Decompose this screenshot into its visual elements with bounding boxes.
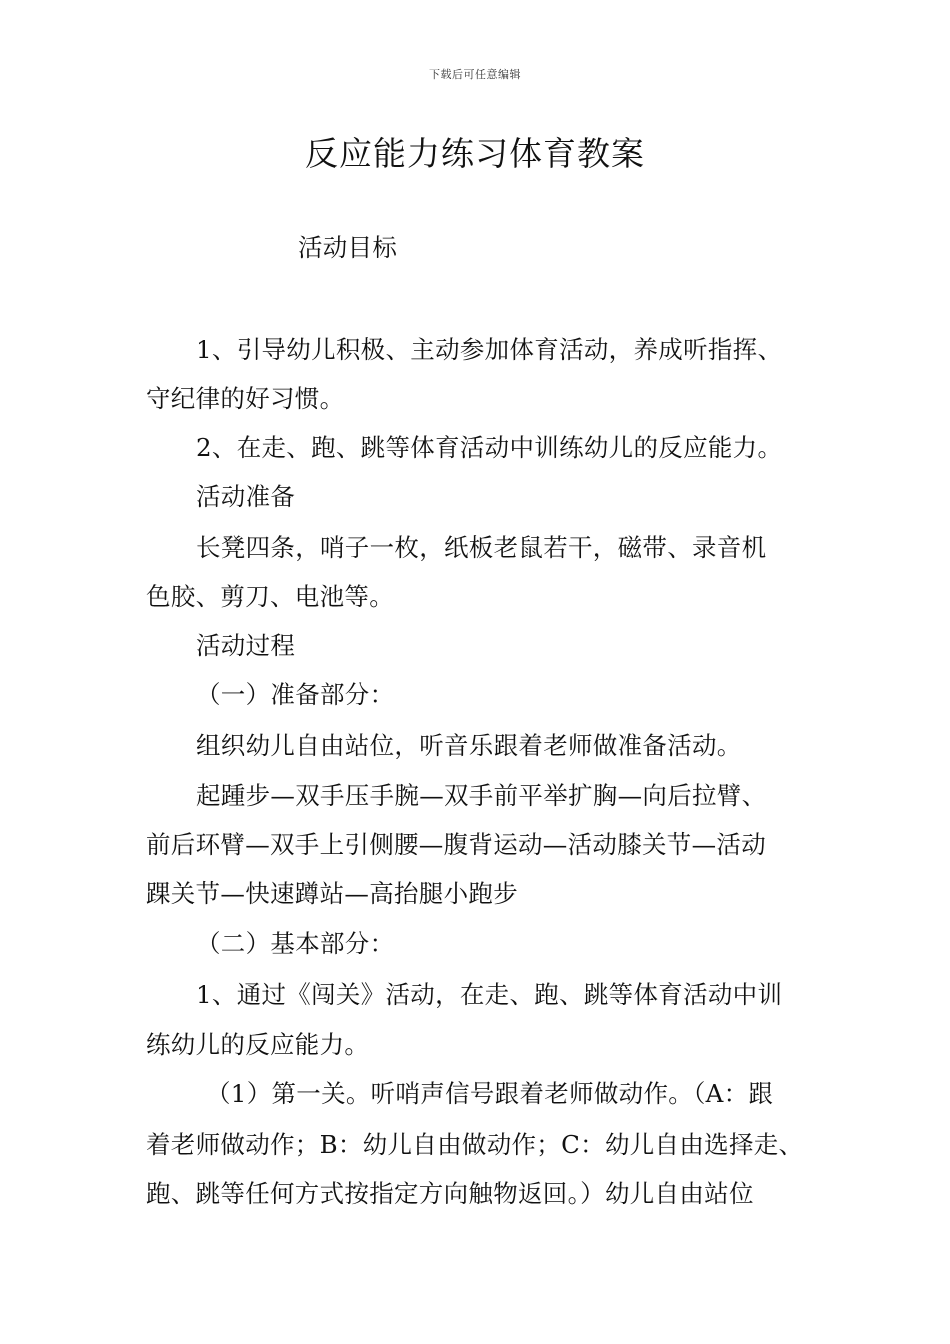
- page-header: 下载后可任意编辑: [429, 68, 521, 81]
- section-heading-goals: 活动目标: [298, 233, 398, 262]
- paragraph-line: 踝关节—快速蹲站—高抬腿小跑步: [146, 879, 518, 908]
- section-heading-preparation: 活动准备: [196, 482, 296, 511]
- document-title: 反应能力练习体育教案: [305, 134, 645, 173]
- paragraph-line: 2、在走、跑、跳等体育活动中训练幼儿的反应能力。: [196, 433, 783, 462]
- paragraph-line: 组织幼儿自由站位，听音乐跟着老师做准备活动。: [196, 731, 742, 760]
- subsection-heading-warmup: （一）准备部分：: [196, 680, 395, 709]
- paragraph-line: 长凳四条，哨子一枚，纸板老鼠若干，磁带、录音机: [196, 533, 767, 562]
- paragraph-line: 1、引导幼儿积极、主动参加体育活动，养成听指挥、: [196, 335, 783, 364]
- subsection-heading-basic: （二）基本部分：: [196, 929, 395, 958]
- paragraph-line: 守纪律的好习惯。: [146, 384, 345, 413]
- paragraph-line: 练幼儿的反应能力。: [146, 1030, 370, 1059]
- paragraph-line: 色胶、剪刀、电池等。: [146, 582, 394, 611]
- paragraph-line: 起踵步—双手压手腕—双手前平举扩胸—向后拉臂、: [196, 781, 767, 810]
- paragraph-line: 1、通过《闯关》活动，在走、跑、跳等体育活动中训: [196, 980, 783, 1009]
- paragraph-line: （1）第一关。听哨声信号跟着老师做动作。（A：跟: [206, 1079, 774, 1108]
- paragraph-line: 前后环臂—双手上引侧腰—腹背运动—活动膝关节—活动: [146, 830, 766, 859]
- paragraph-line: 着老师做动作；B：幼儿自由做动作；C：幼儿自由选择走、: [146, 1130, 804, 1159]
- paragraph-line: 跑、跳等任何方式按指定方向触物返回。）幼儿自由站位: [146, 1179, 754, 1208]
- section-heading-process: 活动过程: [196, 631, 296, 660]
